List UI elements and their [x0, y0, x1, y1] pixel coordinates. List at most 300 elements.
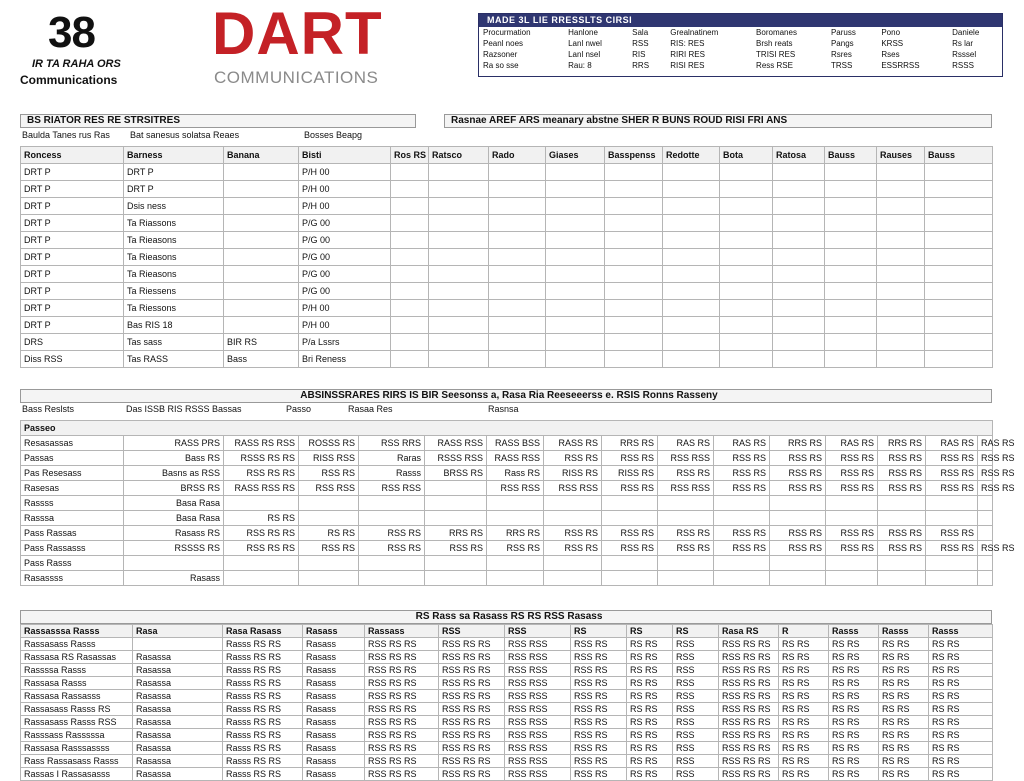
table-cell: Rasassa [133, 768, 223, 781]
table-cell [544, 556, 602, 571]
table-cell [391, 283, 429, 300]
section2-sub-3: Rasaa Res [348, 404, 393, 414]
table-cell: DRT P [21, 317, 124, 334]
table-cell [663, 283, 720, 300]
table-cell: RS RS [829, 638, 879, 651]
table-cell: RSS RS RS [365, 742, 439, 755]
table-cell [825, 283, 877, 300]
table-cell: Basa Rasa [124, 511, 224, 526]
table-cell [720, 300, 773, 317]
table-cell: DRT P [21, 232, 124, 249]
section1-sub-2: Bosses Beapg [304, 130, 363, 140]
table-cell [877, 351, 925, 368]
summary-cell: Rs lar [952, 39, 974, 48]
section3-col-header: Rasass [303, 625, 365, 638]
table-cell: RSS RS [826, 451, 878, 466]
table-cell: RSS RSS [658, 481, 714, 496]
table-cell: RSS RSS [505, 716, 571, 729]
table-cell [359, 571, 425, 586]
table-cell: DRT P [21, 300, 124, 317]
table-cell: RSS RS RS [719, 664, 779, 677]
table-cell: RSS RSS [505, 742, 571, 755]
table-cell [773, 181, 825, 198]
table-cell: RS RS [299, 526, 359, 541]
section1-subheader [20, 130, 992, 144]
table-cell: RSS RS RS [439, 677, 505, 690]
table-cell [877, 334, 925, 351]
table-cell: RSS RS RS [719, 651, 779, 664]
section1-col-header: Bauss [825, 147, 877, 164]
table-cell [825, 164, 877, 181]
table-row [21, 729, 993, 742]
table-cell: RS RS [627, 651, 673, 664]
table-cell: RSS RSS [505, 729, 571, 742]
section1-col-header: Ratosa [773, 147, 825, 164]
table-cell [429, 300, 489, 317]
table-cell [546, 198, 605, 215]
table-row [21, 768, 993, 781]
table-cell: Bas RIS 18 [124, 317, 224, 334]
table-cell [391, 317, 429, 334]
table-cell: RSS RS RS [365, 768, 439, 781]
table-cell [770, 571, 826, 586]
table-cell [602, 496, 658, 511]
table-cell [825, 334, 877, 351]
table-cell: RASS RSS RS [224, 481, 299, 496]
table-cell: RSS RS [878, 466, 926, 481]
table-row [21, 181, 993, 198]
table-cell [546, 334, 605, 351]
section1-col-header: Roncess [21, 147, 124, 164]
table-cell: RSS RSS [505, 664, 571, 677]
table-cell [720, 215, 773, 232]
brand-number: 38 [48, 8, 95, 57]
table-cell [663, 164, 720, 181]
table-cell: Rasass [303, 664, 365, 677]
table-cell: Raras [359, 451, 425, 466]
table-cell [925, 334, 993, 351]
table-cell [925, 266, 993, 283]
table-cell: RSS RS [571, 768, 627, 781]
section3-col-header: R [779, 625, 829, 638]
table-cell: RISS RS [602, 466, 658, 481]
section3-col-header: RS [673, 625, 719, 638]
table-cell: RSS RS [978, 541, 993, 556]
table-cell: RSS RS RS [365, 755, 439, 768]
table-cell: RSS RS [926, 451, 978, 466]
section3-col-header: RSS [439, 625, 505, 638]
table-cell: Rasassa [133, 703, 223, 716]
table-cell [224, 317, 299, 334]
table-cell: RSS RS [826, 466, 878, 481]
table-cell [663, 300, 720, 317]
table-cell: Rasss RS RS [223, 651, 303, 664]
table-cell: RAS RS [826, 436, 878, 451]
table-cell: ROSSS RS [299, 436, 359, 451]
table-cell: RSSS RSS [425, 451, 487, 466]
table-cell: RS RS [829, 664, 879, 677]
table-cell [825, 300, 877, 317]
table-cell [773, 266, 825, 283]
table-cell: RSS [673, 703, 719, 716]
summary-cell: RSS [632, 39, 649, 48]
table-cell: Rasassa [133, 677, 223, 690]
table-cell [224, 164, 299, 181]
summary-cell: Procurmation [483, 28, 531, 37]
section1-sub-0: Baulda Tanes rus Ras [22, 130, 110, 140]
table-cell: DRT P [21, 164, 124, 181]
table-cell [425, 496, 487, 511]
summary-cell: RIRI RES [670, 50, 705, 59]
table-cell [663, 232, 720, 249]
table-cell: Bass [224, 351, 299, 368]
table-cell: RSS RS RS [365, 690, 439, 703]
table-cell: Rassssa Rasss [21, 664, 133, 677]
table-cell: Resasassas [21, 436, 124, 451]
table-cell [489, 266, 546, 283]
table-cell: RSS [673, 755, 719, 768]
section3-table [20, 624, 993, 781]
table-cell: RAS RS [926, 436, 978, 451]
table-cell: RASS RS RSS [224, 436, 299, 451]
table-cell: Ta Riassons [124, 215, 224, 232]
table-cell: Ta Rieasons [124, 266, 224, 283]
table-cell [224, 571, 299, 586]
table-cell: Rasss RS RS [223, 638, 303, 651]
table-cell: RSS RSS [505, 768, 571, 781]
table-cell: RSS RS RS [719, 638, 779, 651]
table-cell: RSS RS RS [224, 541, 299, 556]
table-cell [773, 249, 825, 266]
section1-left-title: BS RIATOR RES RE STRSITRES [20, 114, 416, 128]
table-cell [773, 198, 825, 215]
table-cell: P/H 00 [299, 181, 391, 198]
table-cell [720, 164, 773, 181]
table-cell: RSS RS [658, 526, 714, 541]
table-cell: Rasass [303, 690, 365, 703]
table-cell: RS RS [879, 638, 929, 651]
table-cell [826, 511, 878, 526]
table-cell [925, 164, 993, 181]
table-cell: RSS RS [544, 451, 602, 466]
table-cell: RS RS [879, 690, 929, 703]
table-cell [925, 249, 993, 266]
table-cell: P/H 00 [299, 198, 391, 215]
table-cell: Rassasa Rasss [21, 677, 133, 690]
table-cell: Bri Reness [299, 351, 391, 368]
table-cell: Rasassa [133, 755, 223, 768]
summary-cell: Pangs [830, 39, 854, 48]
table-cell: RSS RS RS [439, 651, 505, 664]
table-cell [714, 511, 770, 526]
table-cell: RSS RS RS [719, 755, 779, 768]
table-cell: P/G 00 [299, 283, 391, 300]
table-cell [663, 181, 720, 198]
table-cell [877, 300, 925, 317]
table-cell: RSS RS [978, 466, 993, 481]
table-cell [546, 351, 605, 368]
table-cell: RSS RS RS [439, 729, 505, 742]
table-cell: RSS RSS [505, 638, 571, 651]
summary-cell: Razsoner [483, 50, 518, 59]
table-cell: RISS RS [544, 466, 602, 481]
table-cell: Ta Rieasons [124, 249, 224, 266]
table-cell: RS RS [779, 742, 829, 755]
table-cell: RSS RS RS [719, 716, 779, 729]
table-cell: Rassasa Rasssassss [21, 742, 133, 755]
table-cell [546, 249, 605, 266]
table-cell [978, 556, 993, 571]
table-cell: RRS RS [487, 526, 544, 541]
table-cell: RS RS [929, 677, 993, 690]
table-cell: RASS RS [544, 436, 602, 451]
table-cell: RSS [673, 690, 719, 703]
table-cell [546, 300, 605, 317]
table-row [21, 690, 993, 703]
table-cell [825, 198, 877, 215]
table-cell: RSS RS [714, 451, 770, 466]
table-cell [487, 511, 544, 526]
table-cell: DRT P [124, 181, 224, 198]
table-cell [773, 283, 825, 300]
table-cell [224, 181, 299, 198]
table-cell: RS RS [929, 638, 993, 651]
summary-row [479, 27, 1002, 38]
table-row [21, 677, 993, 690]
table-cell: RSS RS [544, 541, 602, 556]
summary-cell: Hanlone [568, 28, 598, 37]
table-cell [605, 181, 663, 198]
table-cell [714, 496, 770, 511]
table-cell [773, 317, 825, 334]
table-cell [878, 571, 926, 586]
table-cell [391, 249, 429, 266]
section1-col-header: Redotte [663, 147, 720, 164]
table-cell [878, 556, 926, 571]
table-cell: Rassasa Rassasss [21, 690, 133, 703]
table-cell: RS RS [779, 703, 829, 716]
table-cell: RSS RS [770, 451, 826, 466]
table-cell: P/a Lssrs [299, 334, 391, 351]
table-cell: RS RS [929, 755, 993, 768]
table-cell: RS RS [627, 638, 673, 651]
table-cell [826, 571, 878, 586]
table-cell: RS RS [879, 651, 929, 664]
summary-cell: Ress RSE [756, 61, 793, 70]
table-cell: Dsis ness [124, 198, 224, 215]
table-cell: Rasss RS RS [223, 664, 303, 677]
table-cell [825, 215, 877, 232]
summary-cell: KRSS [881, 39, 904, 48]
table-cell [714, 556, 770, 571]
table-cell: Rasass [303, 651, 365, 664]
table-cell: RSS RS [571, 638, 627, 651]
table-cell [487, 571, 544, 586]
table-cell: Rasss RS RS [223, 677, 303, 690]
table-cell [489, 215, 546, 232]
table-cell [546, 181, 605, 198]
table-row [21, 317, 993, 334]
table-cell: RS RS [779, 651, 829, 664]
table-cell: RS RS [879, 664, 929, 677]
table-cell [489, 351, 546, 368]
table-cell [224, 215, 299, 232]
summary-cell: Lanl nsel [568, 50, 601, 59]
table-cell [877, 283, 925, 300]
table-row [21, 466, 993, 481]
table-cell: RSS RS RS [365, 729, 439, 742]
table-cell: RSS [673, 638, 719, 651]
table-cell: Rasssass Rasssssa [21, 729, 133, 742]
section1-col-header: Bota [720, 147, 773, 164]
summary-row [479, 49, 1002, 60]
table-cell: Rassasass Rasss [21, 638, 133, 651]
table-cell [720, 283, 773, 300]
table-cell: RSS RS [299, 541, 359, 556]
table-cell: RSS RS [826, 526, 878, 541]
section2-sub-1: Das ISSB RIS RSSS Bassas [126, 404, 242, 414]
table-cell: Basns as RSS [124, 466, 224, 481]
table-cell [391, 164, 429, 181]
table-cell: RASS RSS [487, 451, 544, 466]
table-cell [391, 351, 429, 368]
table-cell: P/G 00 [299, 266, 391, 283]
table-cell [391, 266, 429, 283]
table-row [21, 232, 993, 249]
summary-cell: RISI RES [670, 61, 705, 70]
section1-col-header: Bauss [925, 147, 993, 164]
table-cell [658, 571, 714, 586]
table-cell: Rasassa [133, 742, 223, 755]
table-cell: RSS RS [714, 526, 770, 541]
table-cell [925, 283, 993, 300]
table-cell [299, 571, 359, 586]
table-row [21, 526, 993, 541]
table-cell [878, 511, 926, 526]
table-cell: RSS [673, 716, 719, 729]
table-cell: Rasass [303, 742, 365, 755]
table-cell: RSS RRS [359, 436, 425, 451]
table-cell: RS RS [929, 716, 993, 729]
table-cell: Rasassss [21, 571, 124, 586]
section2-title: ABSINSSRARES RIRS IS BIR Seesonss a, Rasa Ria Reeseeerss e. RSIS Ronns Rasseny [20, 389, 992, 403]
table-cell: Bass RS [124, 451, 224, 466]
table-cell [978, 526, 993, 541]
table-cell [489, 317, 546, 334]
summary-cell: TRSS [830, 61, 853, 70]
summary-cell: RRS [632, 61, 650, 70]
table-cell: RS RS [879, 742, 929, 755]
table-row [21, 283, 993, 300]
table-cell [359, 556, 425, 571]
table-cell: RS RS [779, 690, 829, 703]
table-cell [720, 266, 773, 283]
table-cell [877, 164, 925, 181]
table-cell: RSS RS [487, 541, 544, 556]
table-row [21, 703, 993, 716]
table-cell: Rasass [303, 768, 365, 781]
table-cell [663, 249, 720, 266]
table-row [21, 556, 993, 571]
table-cell: RSS RS [878, 481, 926, 496]
table-cell: Rasass [303, 755, 365, 768]
table-cell [429, 232, 489, 249]
table-cell [425, 571, 487, 586]
table-cell [224, 300, 299, 317]
table-cell [663, 215, 720, 232]
table-cell: RSS RSS [505, 703, 571, 716]
table-cell: BRSS RS [425, 466, 487, 481]
table-cell [925, 232, 993, 249]
table-cell [773, 164, 825, 181]
table-cell: RSS RS RS [719, 729, 779, 742]
table-cell: RRS RS [878, 436, 926, 451]
table-cell [429, 249, 489, 266]
table-cell: Rasss RS RS [223, 768, 303, 781]
section3-col-header: Rasss [879, 625, 929, 638]
table-cell: DRT P [21, 283, 124, 300]
table-cell [299, 556, 359, 571]
table-cell: RS RS [829, 677, 879, 690]
table-cell: RSS RSS [505, 651, 571, 664]
table-cell [825, 249, 877, 266]
summary-cell: Sala [632, 28, 649, 37]
table-cell: RSS RS [826, 541, 878, 556]
table-cell: RS RS [627, 703, 673, 716]
table-cell: RSS RSS [658, 451, 714, 466]
summary-table [479, 27, 1002, 71]
table-cell: RSS RS RS [439, 664, 505, 677]
section2-table [20, 420, 1015, 586]
table-cell [720, 351, 773, 368]
table-cell: Rasass [303, 638, 365, 651]
table-cell: RSS RS RS [439, 703, 505, 716]
table-cell: RS RS [879, 729, 929, 742]
table-cell: RSS RS [602, 541, 658, 556]
table-cell [720, 198, 773, 215]
table-row [21, 215, 993, 232]
table-cell: DRT P [124, 164, 224, 181]
table-cell: RSS RS RS [719, 742, 779, 755]
table-row [21, 334, 993, 351]
section3-col-header: RS [627, 625, 673, 638]
table-cell [224, 232, 299, 249]
table-cell [663, 351, 720, 368]
table-cell [425, 511, 487, 526]
section3-col-header: RS [571, 625, 627, 638]
table-cell [925, 351, 993, 368]
table-cell: RSS RS RS [719, 677, 779, 690]
table-cell: RSS [673, 677, 719, 690]
table-cell: RISS RSS [299, 451, 359, 466]
table-cell: Ta Rieasons [124, 232, 224, 249]
section3-col-header: Rasa Rasass [223, 625, 303, 638]
table-cell: RSS RS RS [224, 466, 299, 481]
section3-col-header: Rassasssa Rasss [21, 625, 133, 638]
table-cell [489, 181, 546, 198]
section1-col-header: Ros RS [391, 147, 429, 164]
section1-right-title: Rasnae AREF ARS meanary abstne SHER R BUNS ROUD RISI FRI ANS [444, 114, 992, 128]
table-cell: RS RS [929, 742, 993, 755]
summary-box [478, 13, 1003, 77]
table-cell [978, 511, 993, 526]
table-cell [429, 198, 489, 215]
table-cell [489, 283, 546, 300]
table-cell: DRT P [21, 266, 124, 283]
table-cell: RSS RS [714, 481, 770, 496]
table-cell [489, 300, 546, 317]
table-cell: RS RS [879, 768, 929, 781]
